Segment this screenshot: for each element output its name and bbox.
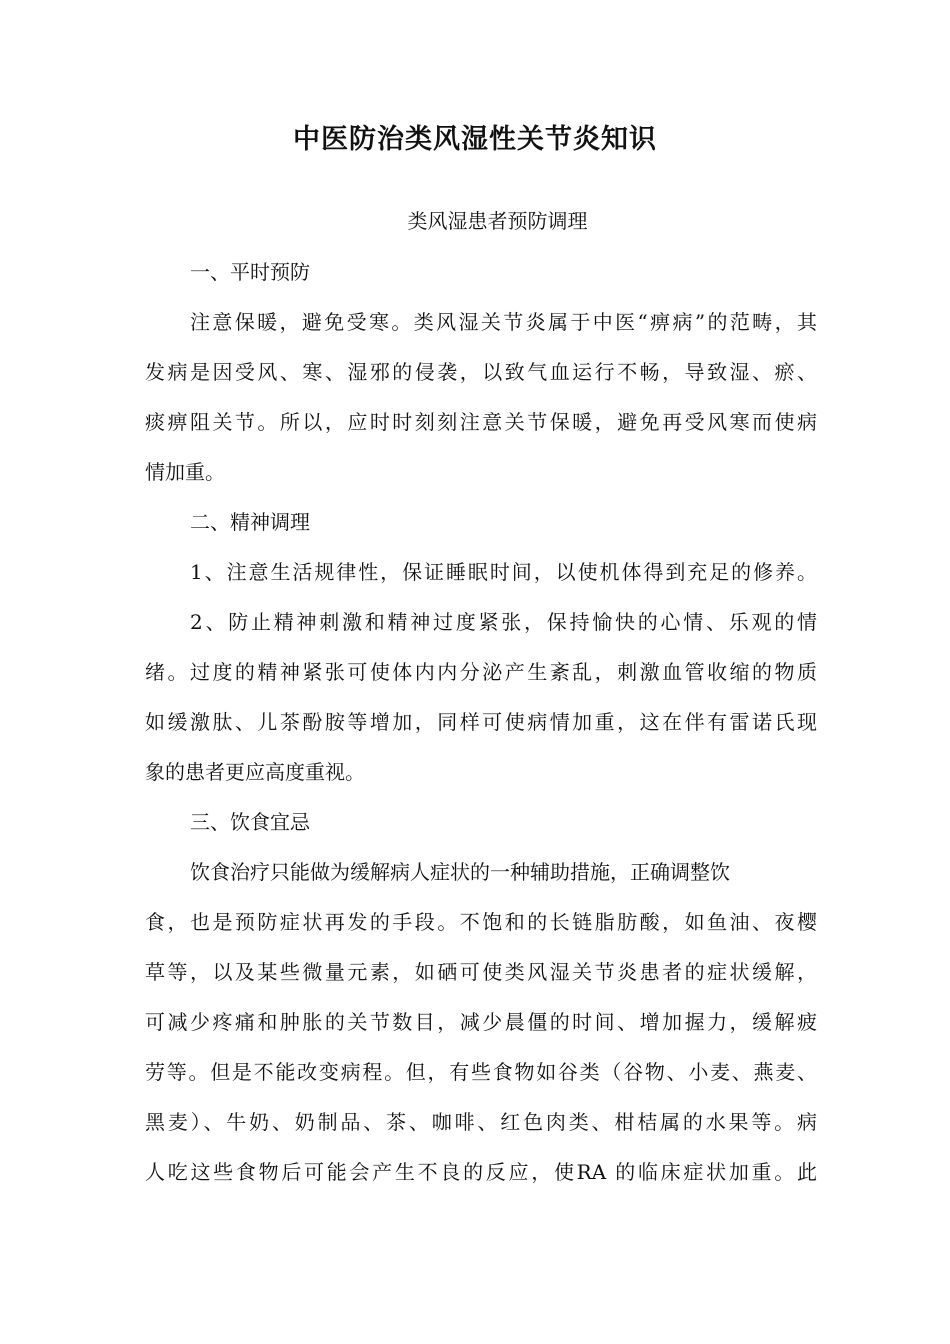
- paragraph-line: 1、注意生活规律性，保证睡眠时间，以使机体得到充足的修养。: [190, 560, 817, 584]
- paragraph-line: 情加重。: [145, 460, 225, 484]
- paragraph-line: 草等，以及某些微量元素，如硒可使类风湿关节炎患者的症状缓解，: [145, 960, 817, 984]
- paragraph-line: 食，也是预防症状再发的手段。不饱和的长链脂肪酸，如鱼油、夜樱: [145, 910, 817, 934]
- paragraph-line: 可减少疼痛和肿胀的关节数目，减少晨僵的时间、增加握力，缓解疲: [145, 1010, 817, 1034]
- paragraph-line: 人吃这些食物后可能会产生不良的反应，使RA 的临床症状加重。此: [145, 1160, 817, 1184]
- heading-diet: 三、饮食宜忌: [190, 810, 310, 834]
- paragraph-line: 注意保暖，避免受寒。类风湿关节炎属于中医“痹病”的范畴，其: [190, 310, 817, 334]
- section-subtitle: 类风湿患者预防调理: [407, 209, 588, 233]
- paragraph-line: 劳等。但是不能改变病程。但，有些食物如谷类（谷物、小麦、燕麦、: [145, 1060, 817, 1084]
- paragraph-line: 饮食治疗只能做为缓解病人症状的一种辅助措施，正确调整饮: [190, 860, 730, 884]
- paragraph-line: 发病是因受风、寒、湿邪的侵袭，以致气血运行不畅，导致湿、瘀、: [145, 360, 817, 384]
- paragraph-line: 痰痹阻关节。所以，应时时刻刻注意关节保暖，避免再受风寒而使病: [145, 410, 817, 434]
- heading-mental: 二、精神调理: [190, 510, 310, 534]
- paragraph-line: 2、防止精神刺激和精神过度紧张，保持愉快的心情、乐观的情: [190, 610, 817, 634]
- paragraph-line: 黑麦）、牛奶、奶制品、茶、咖啡、红色肉类、柑桔属的水果等。病: [145, 1110, 817, 1134]
- paragraph-line: 象的患者更应高度重视。: [145, 760, 365, 784]
- paragraph-line: 如缓激肽、儿茶酚胺等增加，同样可使病情加重，这在伴有雷诺氏现: [145, 710, 817, 734]
- page-title: 中医防治类风湿性关节炎知识: [293, 124, 657, 155]
- heading-prevention: 一、平时预防: [190, 260, 310, 284]
- paragraph-line: 绪。过度的精神紧张可使体内内分泌产生紊乱，刺激血管收缩的物质: [145, 660, 817, 684]
